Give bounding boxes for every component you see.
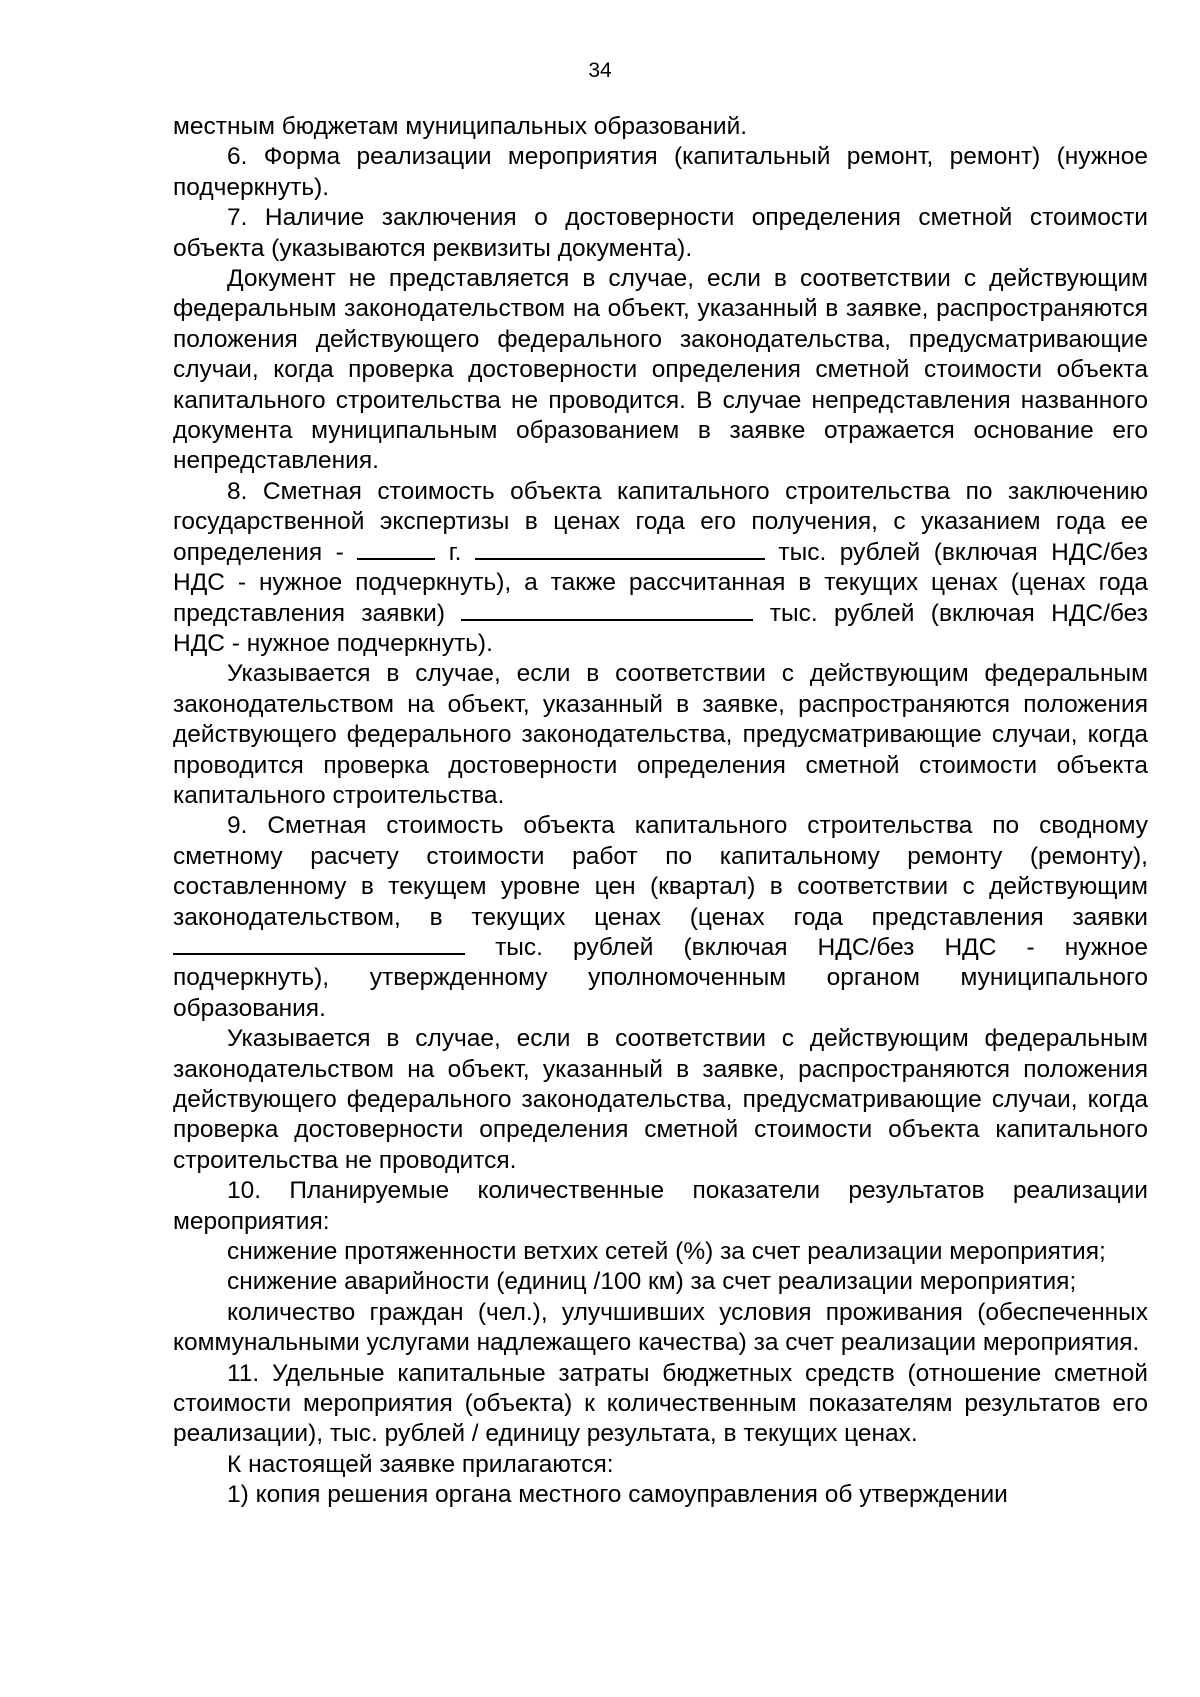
- text-fragment: тыс. рублей (включая НДС/без НДС - нужное подчеркнуть).: [173, 599, 1148, 657]
- paragraph-item-7: 7. Наличие заключения о достоверности определения сметной стоимости объекта (указываются реквизиты документа).: [173, 204, 1148, 262]
- estimate-cost-blank: [173, 933, 465, 955]
- indicator-network-reduction: снижение протяженности ветхих сетей (%) за счет реализации мероприятия;: [227, 1238, 1106, 1266]
- attachments-heading: К настоящей заявке прилагаются:: [227, 1450, 614, 1478]
- text-fragment: тыс. рублей (включая НДС/без НДС - нужное подчеркнуть), утвержденному уполномоченным органом муниципального образования.: [173, 933, 1148, 1022]
- paragraph-continuation: местным бюджетам муниципальных образований.: [173, 113, 748, 140]
- text-fragment: 9. Сметная стоимость объекта капитального строительства по сводному сметному расчету стоимости работ по капитальному ремонту (ремонту), составленному в текущем уровне цен (квартал) в соответствии с действующим законодательством, в текущих ценах (ценах года представления заявки: [173, 812, 1148, 931]
- indicator-accident-reduction: снижение аварийности (единиц /100 км) за счет реализации мероприятия;: [227, 1268, 1077, 1296]
- paragraph-item-9-note: Указывается в случае, если в соответствии с действующим федеральным законодательством на объект, указанный в заявке, распространяются положения действующего федерального законодательства, предусматривающие случаи, когда проверка достоверности определения сметной стоимости объекта капитального строительства не проводится.: [173, 1025, 1148, 1174]
- current-cost-blank: [461, 599, 753, 621]
- document-body: [173, 112, 1148, 1511]
- paragraph-item-11: 11. Удельные капитальные затраты бюджетных средств (отношение сметной стоимости мероприятия (объекта) к количественным показателям результатов его реализации), тыс. рублей / единицу результата, в текущих ценах.: [173, 1359, 1148, 1448]
- paragraph-item-10: 10. Планируемые количественные показатели результатов реализации мероприятия:: [173, 1177, 1148, 1235]
- paragraph-item-6: 6. Форма реализации мероприятия (капитальный ремонт, ремонт) (нужное подчеркнуть).: [173, 143, 1148, 201]
- text-fragment: г.: [435, 538, 475, 566]
- paragraph-item-8-note: Указывается в случае, если в соответствии с действующим федеральным законодательством на объект, указанный в заявке, распространяются положения действующего федерального законодательства, предусматривающие случаи, когда проводится проверка достоверности определения сметной стоимости объекта капитального строительства.: [173, 660, 1148, 809]
- indicator-citizens-improved: количество граждан (чел.), улучшивших условия проживания (обеспеченных коммунальными услугами надлежащего качества) за счет реализации мероприятия.: [173, 1298, 1148, 1357]
- text-fragment: тыс. рублей (включая НДС/без НДС - нужное подчеркнуть), а также рассчитанная в текущих ценах (ценах года представления заявки): [173, 538, 1148, 627]
- cost-blank: [475, 538, 765, 560]
- attachment-item-1: 1) копия решения органа местного самоуправления об утверждении: [227, 1481, 1008, 1509]
- paragraph-item-9: [173, 811, 1148, 1024]
- year-blank: [357, 538, 435, 560]
- paragraph-item-8: [173, 477, 1148, 659]
- paragraph-item-7-note: Документ не представляется в случае, если в соответствии с действующим федеральным законодательством на объект, указанный в заявке, распространяются положения действующего федерального законодательства, предусматривающие случаи, когда проверка достоверности определения сметной стоимости объекта капитального строительства не проводится. В случае непредставления названного документа муниципальным образованием в заявке отражается основание его непредставления.: [173, 265, 1148, 475]
- text-fragment: 8. Сметная стоимость объекта капитального строительства по заключению государственной экспертизы в ценах года его получения, с указанием года ее определения -: [173, 477, 1148, 566]
- page-number: 34: [588, 59, 612, 82]
